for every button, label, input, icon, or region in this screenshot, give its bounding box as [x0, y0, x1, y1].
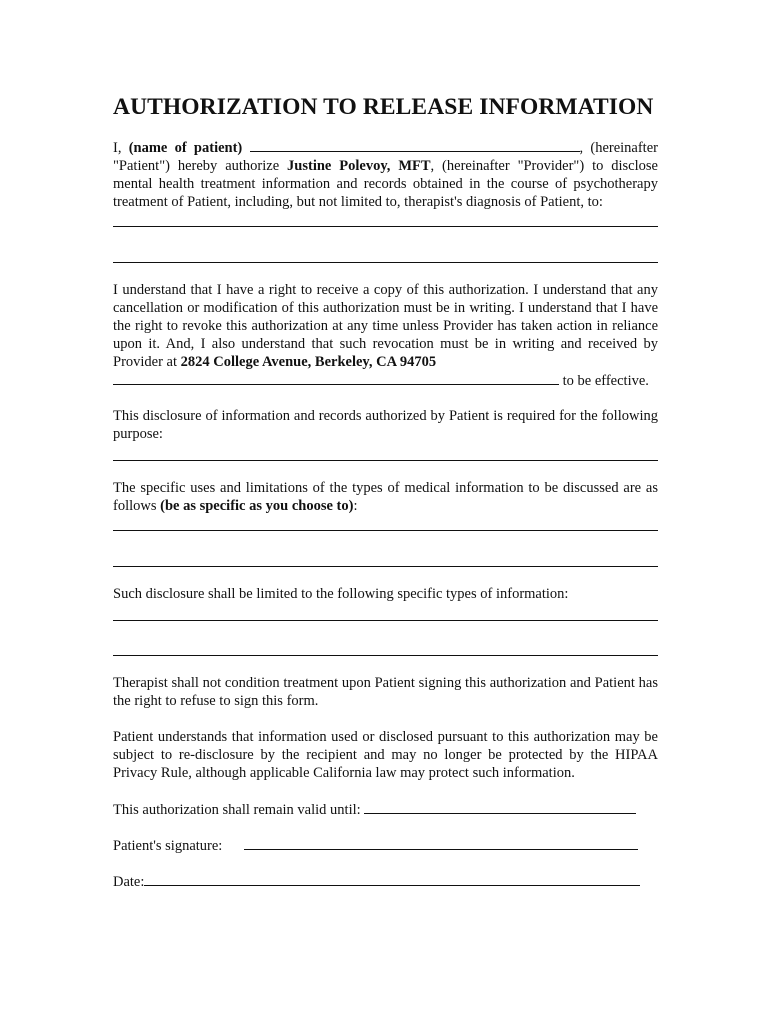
rights-blank-field[interactable] [113, 371, 559, 385]
redisclosure-paragraph: Patient understands that information used or disclosed pursuant to this authorization may be subject to re-disclosure by the recipient and may no longer be protected by the HIPAA Privacy Rule, although applicable California law may protect such information. [113, 729, 658, 781]
recipient-line-1[interactable] [113, 226, 658, 227]
valid-until-row [113, 800, 636, 819]
uses-bold: (be as specific as you choose to) [160, 498, 354, 514]
intro-text-3: , (hereinafter "Provider") to disclose mental health treatment information and records obtained in the course of psychotherapy treatment of Patient, including, but not limited to, therapist's diagnosis of Patient, to: [113, 158, 658, 210]
valid-until-label: This authorization shall remain valid until: [113, 802, 365, 818]
date-field[interactable] [144, 872, 640, 886]
purpose-line[interactable] [113, 460, 658, 461]
uses-text: The specific uses and limitations of the types of medical information to be discussed are as follows [113, 480, 658, 514]
patient-name-field[interactable] [250, 138, 580, 152]
condition-paragraph: Therapist shall not condition treatment upon Patient signing this authorization and Patient has the right to refuse to sign this form. [113, 675, 658, 709]
valid-until-field[interactable] [364, 800, 636, 814]
signature-row [113, 836, 638, 855]
provider-name: Justine Polevoy, MFT [287, 158, 431, 174]
rights-paragraph [113, 281, 658, 371]
rights-text: I understand that I have a right to receive a copy of this authorization. I understand that any cancellation or modification of this authorization must be in writing. I understand that I have the right to revoke this authorization at any time unless Provider has taken action in reliance upon it. And, I also understand that such revocation must be in writing and received by Provider at [113, 282, 658, 370]
uses-paragraph [113, 479, 658, 515]
uses-line-1[interactable] [113, 530, 658, 531]
date-label: Date: [113, 874, 145, 890]
uses-line-2[interactable] [113, 566, 658, 567]
uses-tail: : [353, 498, 358, 514]
purpose-paragraph: This disclosure of information and records authorized by Patient is required for the following purpose: [113, 408, 658, 442]
date-row [113, 872, 640, 891]
provider-address: 2824 College Avenue, Berkeley, CA 94705 [180, 354, 437, 370]
rights-tail: to be effective. [559, 373, 649, 389]
limited-paragraph: Such disclosure shall be limited to the following specific types of information: [113, 586, 569, 602]
limited-line-1[interactable] [113, 620, 658, 621]
document-title: AUTHORIZATION TO RELEASE INFORMATION [113, 94, 654, 120]
limited-line-2[interactable] [113, 655, 658, 656]
intro-paragraph [113, 138, 658, 211]
signature-label: Patient's signature: [113, 838, 223, 854]
intro-text-1: I, [113, 140, 129, 156]
recipient-line-2[interactable] [113, 262, 658, 263]
signature-field[interactable] [244, 836, 638, 850]
rights-tail-row [113, 371, 658, 390]
patient-name-label: (name of patient) [128, 140, 243, 156]
intro-text-2: , (hereinafter "Patient") hereby authorize [113, 140, 658, 174]
